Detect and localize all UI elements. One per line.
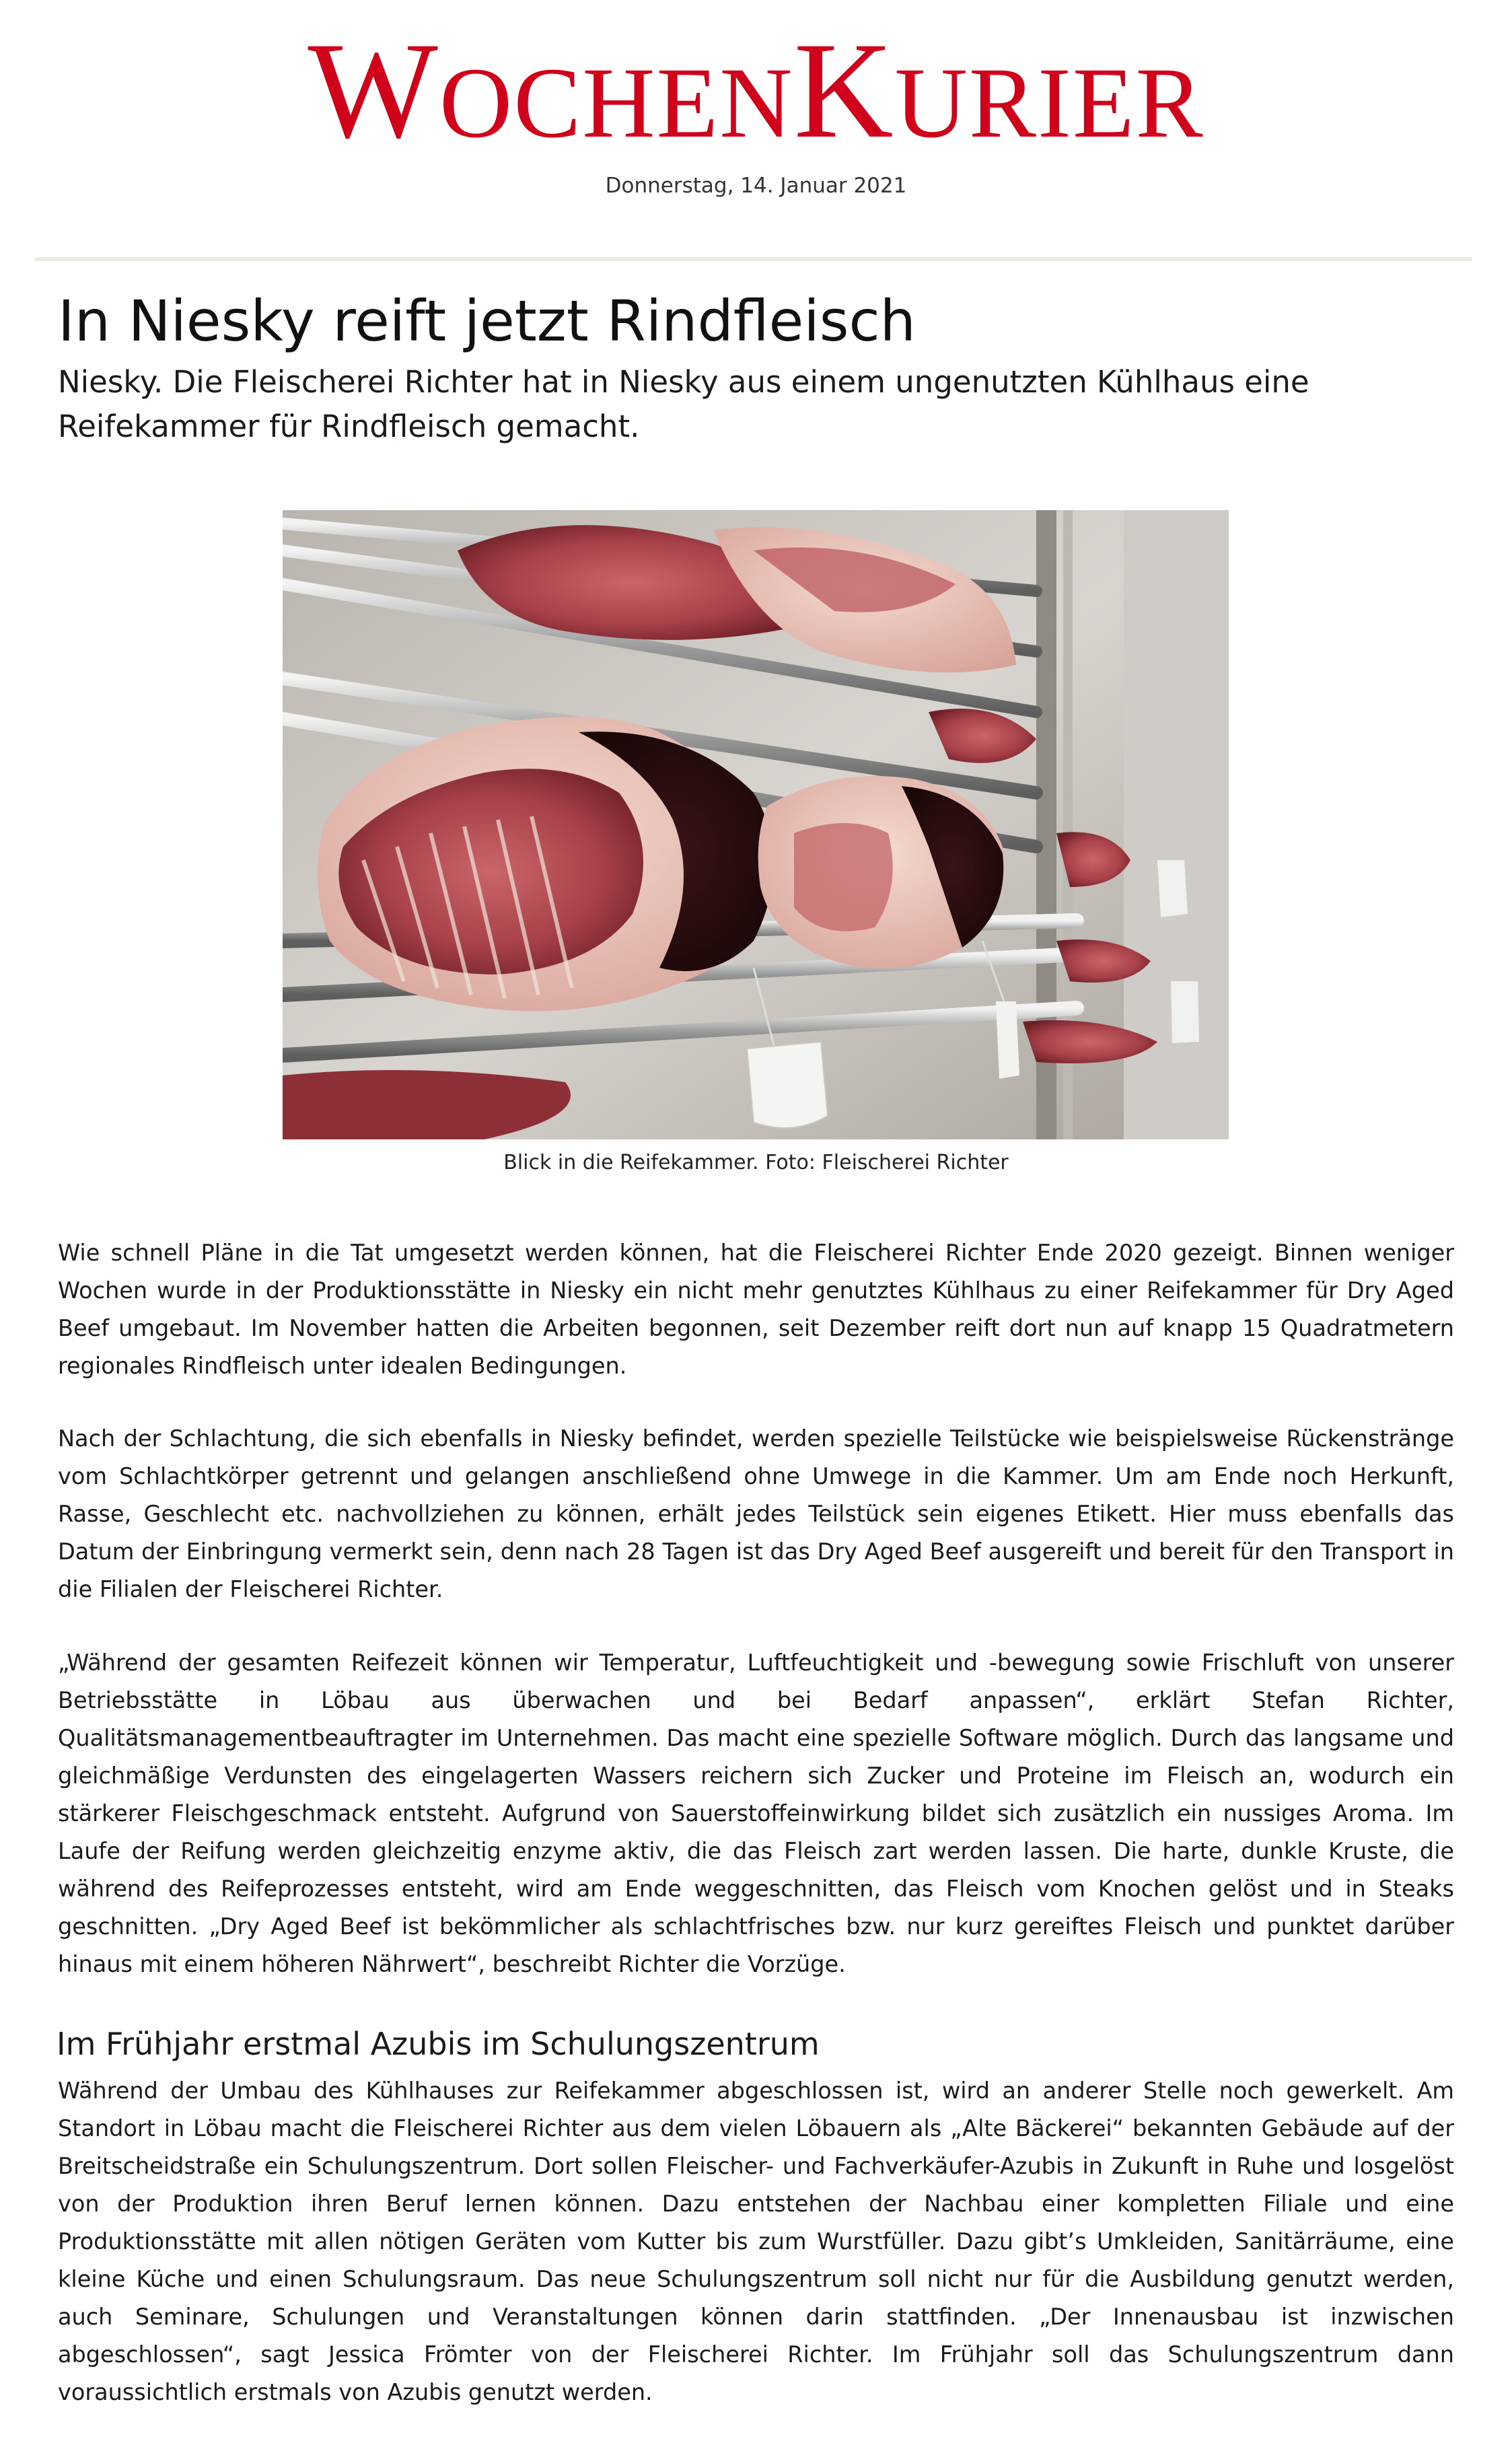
wochenkurier-logo[interactable] xyxy=(0,14,1512,167)
article-headline: In Niesky reift jetzt Rindfleisch xyxy=(58,288,916,354)
logo-letter-w: W xyxy=(308,14,439,167)
article-paragraph-3: „Während der gesamten Reifezeit können wir Temperatur, Luftfeuchtigkeit und -bewegung sowie Frischluft von unserer Betriebsstätte in Löbau aus überwachen und bei Bedarf anpassen“, erklärt Stefan Richter, Qualitätsmanagementbeauftragter im Unternehmen. Das macht eine spezielle Software möglich. Durch das langsame und gleichmäßige Verdunsten des eingelagerten Wassers reichern sich Zucker und Proteine im Fleisch an, wodurch ein stärkerer Fleischgeschmack entsteht. Aufgrund von Sauerstoffeinwirkung bildet sich zusätzlich ein nussiges Aroma. Im Laufe der Reifung werden gleichzeitig enzyme aktiv, die das Fleisch zart werden lassen. Die harte, dunkle Kruste, die während des Reifeprozesses entsteht, wird am Ende weggeschnitten, das Fleisch vom Knochen gelöst und in Steaks geschnitten. „Dry Aged Beef ist bekömmlicher als schlachtfrisches bzw. nur kurz gereiftes Fleisch und punktet darüber hinaus mit einem höheren Nährwert“, beschreibt Richter die Vorzüge. xyxy=(58,1650,1454,1977)
masthead-divider xyxy=(35,257,1472,261)
article-paragraph-4: Während der Umbau des Kühlhauses zur Reifekammer abgeschlossen ist, wird an anderer Stelle noch gewerkelt. Am Standort in Löbau macht die Fleischerei Richter aus dem vielen Löbauern als „Alte Bäckerei“ bekannten Gebäude auf der Breitscheidstraße ein Schulungszentrum. Dort sollen Fleischer- und Fachverkäufer-Azubis in Zukunft in Ruhe und losgelöst von der Produktion ihren Beruf lernen können. Dazu entstehen der Nachbau einer kompletten Filiale und eine Produktionsstätte mit allen nötigen Geräten vom Kutter bis zum Wurstfüller. Dazu gibt’s Umkleiden, Sanitärräume, eine kleine Küche und einen Schulungsraum. Das neue Schulungszentrum soll nicht nur für die Ausbildung genutzt werden, auch Seminare, Schulungen und Veranstaltungen können darin stattfinden. „Der Innenausbau ist inzwischen abgeschlossen“, sagt Jessica Frömter von der Fleischerei Richter. Im Frühjahr soll das Schulungszentrum dann voraussichtlich erstmals von Azubis genutzt werden. xyxy=(58,2078,1454,2405)
logo-letter-k: K xyxy=(793,14,895,167)
article-lead: Niesky. Die Fleischerei Richter hat in Niesky aus einem ungenutzten Kühlhaus eine Reifekammer für Rindfleisch gemacht. xyxy=(58,364,1309,444)
photo-caption: Blick in die Reifekammer. Foto: Fleischerei Richter xyxy=(503,1151,1009,1174)
issue-date: Donnerstag, 14. Januar 2021 xyxy=(605,174,907,198)
article-paragraph-2: Nach der Schlachtung, die sich ebenfalls in Niesky befindet, werden spezielle Teilstücke wie beispielsweise Rückenstränge vom Schlachtkörper getrennt und gelangen anschließend ohne Umwege in die Kammer. Um am Ende noch Herkunft, Rasse, Geschlecht etc. nachvollziehen zu können, erhält jedes Teilstück sein eigenes Etikett. Hier muss ebenfalls das Datum der Einbringung vermerkt sein, denn nach 28 Tagen ist das Dry Aged Beef ausgereift und bereit für den Transport in die Filialen der Fleischerei Richter. xyxy=(58,1425,1454,1602)
logo-letters-ochen: OCHEN xyxy=(439,47,794,159)
article-photo xyxy=(283,510,1229,1139)
article-paragraph-1: Wie schnell Pläne in die Tat umgesetzt werden können, hat die Fleischerei Richter Ende 2020 gezeigt. Binnen weniger Wochen wurde in der Produktionsstätte in Niesky ein nicht mehr genutztes Kühlhaus zu einer Reifekammer für Dry Aged Beef umgebaut. Im November hatten die Arbeiten begonnen, seit Dezember reift dort nun auf knapp 15 Quadratmetern regionales Rindfleisch unter idealen Bedingungen. xyxy=(58,1240,1454,1379)
logo-letters-urier: URIER xyxy=(894,47,1204,159)
article-subheading: Im Frühjahr erstmal Azubis im Schulungszentrum xyxy=(57,2026,820,2062)
masthead xyxy=(0,14,1512,198)
